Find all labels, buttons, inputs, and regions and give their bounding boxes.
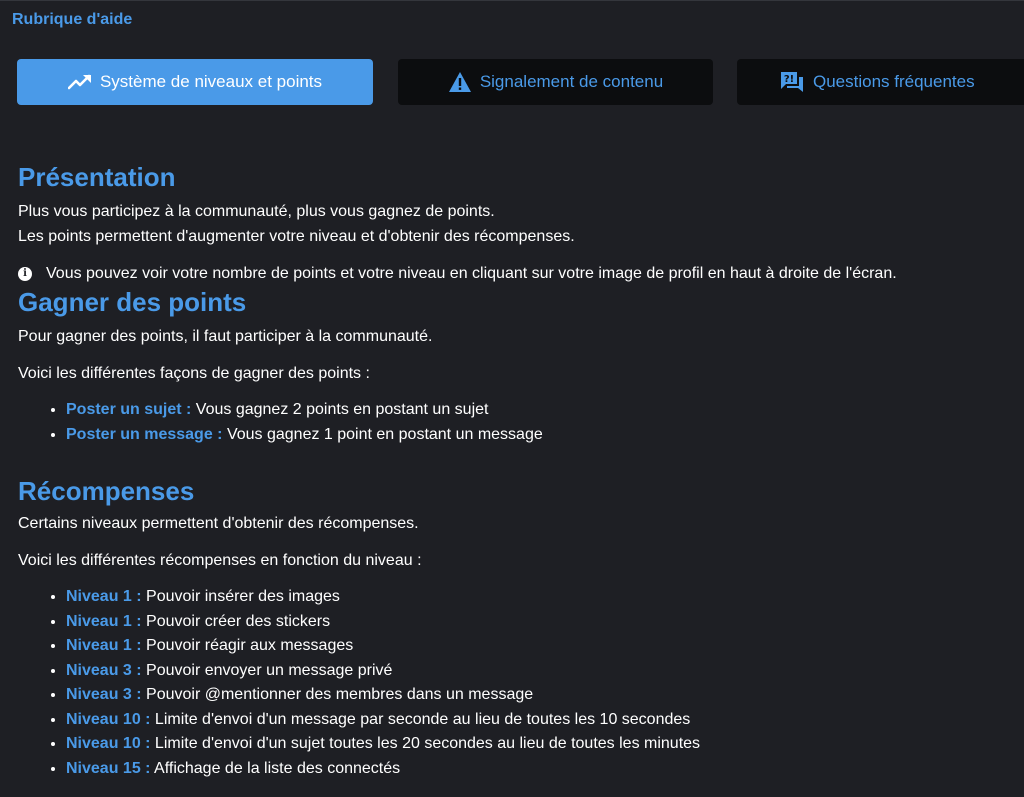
- svg-text:?!: ?!: [783, 74, 795, 85]
- item-text: Pouvoir insérer des images: [141, 588, 340, 605]
- warning-icon: [448, 71, 472, 93]
- faq-icon: [779, 70, 805, 94]
- item-label: Niveau 1 :: [66, 612, 142, 630]
- item-label: Niveau 10 :: [66, 735, 151, 752]
- rewards-intro: Certains niveaux permettent d'obtenir des récompenses.: [18, 515, 419, 532]
- page-title: Rubrique d'aide: [12, 11, 133, 28]
- earn-intro: Pour gagner des points, il faut participer à la communauté.: [18, 328, 433, 345]
- earn-list: [18, 398, 1008, 447]
- item-label: Poster un sujet :: [66, 401, 192, 418]
- item-text: Vous gagnez 1 point en postant un message: [222, 425, 543, 443]
- rewards-list: [18, 585, 1008, 781]
- item-label: Poster un message :: [66, 425, 223, 443]
- item-text: Pouvoir créer des stickers: [141, 612, 331, 630]
- section-title-presentation: Présentation: [18, 162, 176, 192]
- tab-content-report[interactable]: [398, 59, 713, 105]
- tab-bar: [17, 59, 1024, 105]
- list-item: [66, 708, 1008, 733]
- list-item: [66, 757, 1008, 782]
- list-item: [66, 585, 1008, 610]
- item-text: Affichage de la liste des connectés: [150, 759, 401, 777]
- item-label: Niveau 3 :: [66, 686, 142, 703]
- list-item: [66, 683, 1008, 708]
- item-label: Niveau 15 :: [66, 759, 151, 777]
- tab-faq[interactable]: [737, 59, 1024, 105]
- info-note: [18, 261, 1008, 286]
- item-label: Niveau 1 :: [66, 588, 142, 605]
- item-label: Niveau 10 :: [66, 710, 151, 728]
- presentation-line: Plus vous participez à la communauté, plus vous gagnez de points.: [18, 203, 495, 220]
- item-text: Vous gagnez 2 points en postant un sujet: [191, 401, 489, 418]
- tab-label: Système de niveaux et points: [99, 72, 323, 91]
- info-icon: i: [18, 267, 32, 281]
- presentation-line: Les points permettent d'augmenter votre niveau et d'obtenir des récompenses.: [18, 228, 575, 245]
- item-text: Limite d'envoi d'un message par seconde au lieu de toutes les 10 secondes: [150, 710, 691, 728]
- help-content: [18, 161, 1008, 781]
- list-item: [66, 423, 1008, 448]
- tab-label: Questions fréquentes: [813, 72, 975, 91]
- item-text: Pouvoir @mentionner des membres dans un message: [141, 686, 534, 703]
- item-text: Pouvoir réagir aux messages: [141, 637, 354, 654]
- list-item: [66, 610, 1008, 635]
- earn-list-intro: Voici les différentes façons de gagner des points :: [18, 365, 370, 382]
- section-title-earn-points: Gagner des points: [18, 287, 247, 317]
- list-item: [66, 659, 1008, 684]
- rewards-list-intro: Voici les différentes récompenses en fonction du niveau :: [18, 552, 422, 569]
- list-item: [66, 398, 1008, 423]
- item-label: Niveau 1 :: [66, 637, 142, 654]
- tab-levels-points[interactable]: [17, 59, 373, 105]
- list-item: [66, 732, 1008, 757]
- item-text: Limite d'envoi d'un sujet toutes les 20 secondes au lieu de toutes les minutes: [150, 735, 701, 752]
- trending-up-icon: [68, 74, 92, 90]
- section-title-rewards: Récompenses: [18, 476, 195, 506]
- item-label: Niveau 3 :: [66, 661, 142, 679]
- info-text: Vous pouvez voir votre nombre de points et votre niveau en cliquant sur votre image de profil en haut à droite de l'écran.: [46, 265, 897, 282]
- list-item: [66, 634, 1008, 659]
- tab-label: Signalement de contenu: [479, 72, 664, 91]
- item-text: Pouvoir envoyer un message privé: [141, 661, 393, 679]
